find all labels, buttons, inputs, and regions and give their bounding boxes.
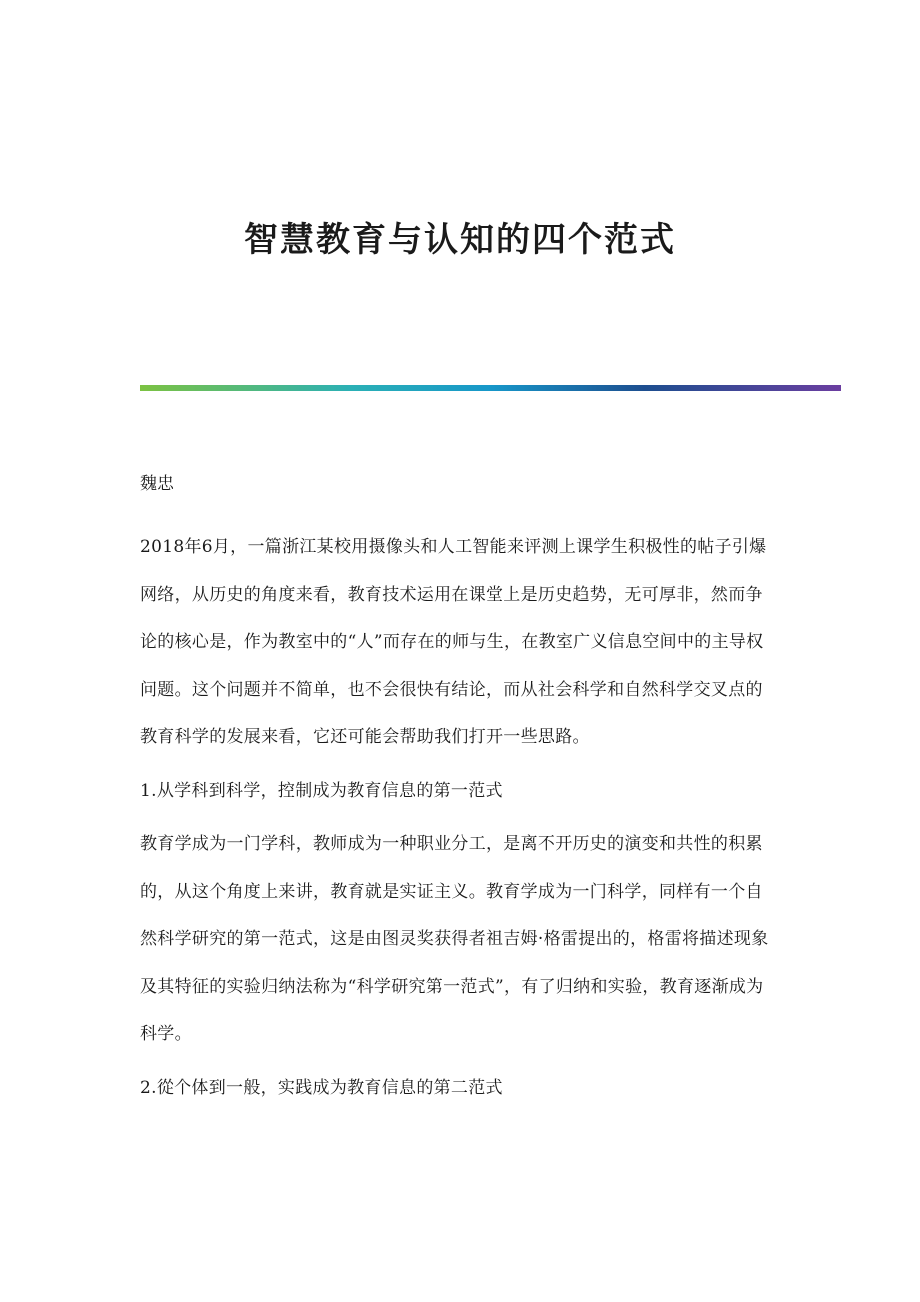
section-heading-2: 2.從个体到一般，实践成为教育信息的第二范式 [140,1077,503,1098]
section-heading-1: 1.从学科到科学，控制成为教育信息的第一范式 [140,780,503,801]
paragraph-section-1: 教育学成为一门学科，教师成为一种职业分工，是离不开历史的演变和共性的积累的，从这个角度上来讲，教育就是实证主义。教育学成为一门科学，同样有一个自然科学研究的第一范式，这是由图灵奖获得者祖吉姆·格雷提出的，格雷将描述现象及其特征的实验归纳法称为“科学研究第一范式”，有了归纳和实验，教育逐渐成为科学。 [140,834,769,1044]
article-body [140,524,780,1118]
author-name: 魏忠 [140,474,174,494]
document-title: 智慧教育与认知的四个范式 [244,220,676,260]
gradient-divider [140,385,841,391]
paragraph-intro: 2018年6月，一篇浙江某校用摄像头和人工智能来评测上课学生积极性的帖子引爆网络，从历史的角度来看，教育技术运用在课堂上是历史趋势，无可厚非，然而争论的核心是，作为教室中的“人”而存在的师与生，在教室广义信息空间中的主导权问题。这个问题并不简单，也不会很快有结论，而从社会科学和自然科学交叉点的教育科学的发展来看，它还可能会帮助我们打开一些思路。 [140,537,767,747]
